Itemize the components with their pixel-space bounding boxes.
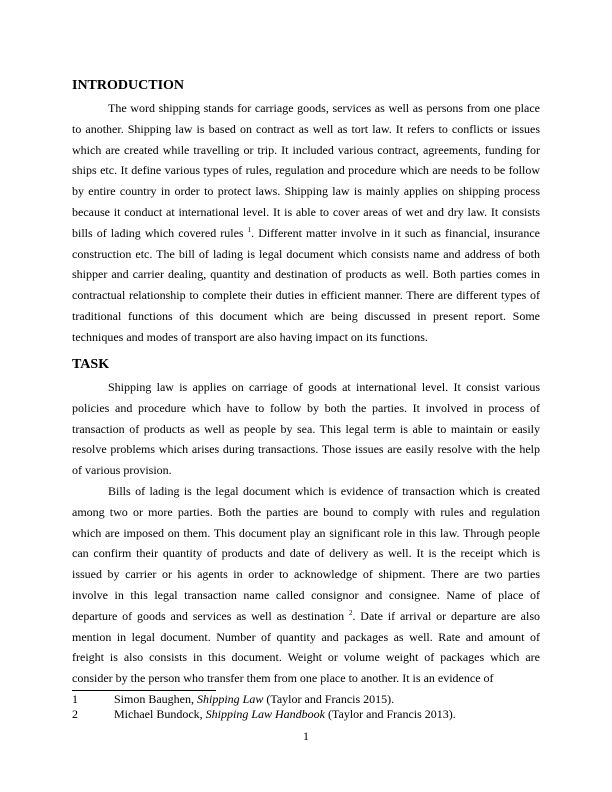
footnote-number: 2 — [72, 707, 78, 721]
task-paragraph-2 — [72, 481, 540, 689]
task-paragraph-1: Shipping law is applies on carriage of goods at international level. It consist various policies and procedure which have to follow by both the parties. It involved in process of transaction of products as well as people by sea. This legal term is able to maintain or easily resolve problems which arises during transactions. Those issues are easily resolve with the help of various provision. — [72, 380, 540, 478]
footnote-1 — [72, 692, 394, 706]
introduction-text-b: . Different matter involve in it such as financial, insurance construction etc. The bill of lading is legal document which consists name and address of both shipper and carrier dealing, quantity and destination of products as well. Both parties comes in contractual relationship to complete their duties in efficient manner. There are different types of traditional functions of this document which are being discussed in present report. Some techniques and modes of transport are also having impact on its functions. — [72, 225, 540, 344]
task-heading: TASK — [72, 357, 110, 372]
footnote-separator — [72, 690, 216, 691]
footnote-title: Shipping Law — [197, 692, 264, 706]
introduction-heading: INTRODUCTION — [72, 78, 185, 93]
introduction-paragraph — [72, 98, 540, 348]
footnote-ref-2: 2 — [348, 608, 353, 617]
footnote-title: Shipping Law Handbook — [205, 707, 325, 721]
footnote-publisher: (Taylor and Francis 2013). — [325, 707, 456, 721]
footnote-author: Michael Bundock, — [114, 707, 206, 721]
footnote-2 — [72, 707, 456, 721]
footnote-ref-1: 1 — [247, 225, 252, 234]
footnote-number: 1 — [72, 692, 78, 706]
introduction-text-a: The word shipping stands for carriage goods, services as well as persons from one place to another. Shipping law is based on contract as well as tort law. It refers to conflicts or issues which are created while travelling or trip. It included various contract, agreements, funding for ships etc. It define various types of rules, regulation and procedure which are needs to be follow by entire country in order to protect laws. Shipping law is mainly applies on shipping process because it conduct at international level. It is able to cover areas of wet and dry law. It consists bills of lading which covered rules — [72, 101, 540, 240]
footnote-author: Simon Baughen, — [114, 692, 197, 706]
footnote-publisher: (Taylor and Francis 2015). — [263, 692, 395, 706]
task-text-b: . Date if arrival or departure are also mention in legal document. Number of quantity and packages as well. Rate and amount of freight is also consists in this document. Weight or volume weight of packages which are consider by the person who transfer them from one place to another. It is an evidence of — [72, 608, 540, 686]
task-text-a: Bills of lading is the legal document which is evidence of transaction which is created among two or more parties. Both the parties are bound to comply with rules and regulation which are imposed on them. This document play an significant role in this law. Through people can confirm their quantity of products and date of delivery as well. It is the receipt which is issued by carrier or his agents in order to acknowledge of shipment. There are two parties involve in this legal transaction name called consignor and consignee. Name of place of departure of goods and services as well as destination — [72, 484, 540, 623]
page-number: 1 — [303, 729, 309, 743]
